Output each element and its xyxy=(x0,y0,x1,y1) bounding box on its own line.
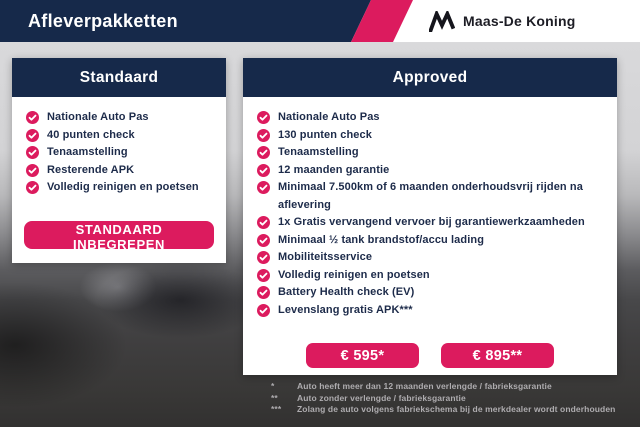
feature-label: 130 punten check xyxy=(278,128,372,141)
check-circle-icon xyxy=(257,251,270,264)
list-item xyxy=(257,302,591,320)
feature-label: 12 maanden garantie xyxy=(278,163,390,176)
approved-feature-list xyxy=(243,97,617,319)
footnote-symbol: * xyxy=(271,381,275,391)
page-title: Afleverpakketten xyxy=(28,10,178,31)
list-item xyxy=(26,109,220,127)
brand-name: Maas-De Koning xyxy=(463,13,576,29)
approved-package-card xyxy=(243,58,617,375)
check-circle-icon xyxy=(257,269,270,282)
list-item xyxy=(257,267,591,285)
list-item xyxy=(257,109,591,127)
feature-label: Minimaal ½ tank brandstof/accu lading xyxy=(278,233,485,246)
footnote-symbol: ** xyxy=(271,392,278,403)
standard-included-button[interactable]: STANDAARD INBEGREPEN xyxy=(24,221,214,249)
check-circle-icon xyxy=(26,129,39,142)
check-circle-icon xyxy=(257,181,270,194)
approved-card-title: Approved xyxy=(243,58,617,97)
list-item xyxy=(257,232,591,250)
check-circle-icon xyxy=(26,164,39,177)
feature-label: Mobiliteitsservice xyxy=(278,251,373,263)
footnote-text: Zolang de auto volgens fabriekschema bij de merkdealer wordt onderhouden xyxy=(297,404,616,414)
check-circle-icon xyxy=(257,129,270,142)
list-item xyxy=(257,249,591,267)
footnote-symbol: *** xyxy=(271,404,282,414)
check-circle-icon xyxy=(26,111,39,124)
footnote-text: Auto zonder verlengde / fabrieksgarantie xyxy=(297,392,466,403)
feature-label: Volledig reinigen en poetsen xyxy=(278,268,430,281)
check-circle-icon xyxy=(257,146,270,159)
feature-label: 1x Gratis vervangend vervoer bij garantiewerkzaamheden xyxy=(278,216,585,228)
footnotes xyxy=(271,381,631,416)
standard-card-title: Standaard xyxy=(12,58,226,97)
feature-label: Levenslang gratis APK*** xyxy=(278,303,413,316)
list-item xyxy=(26,162,220,180)
feature-label: Resterende APK xyxy=(47,163,135,176)
footnote-text: Auto heeft meer dan 12 maanden verlengde / fabrieksgarantie xyxy=(297,381,552,391)
feature-label: Tenaamstelling xyxy=(278,146,359,158)
list-item xyxy=(257,214,591,232)
list-item xyxy=(257,144,591,162)
list-item xyxy=(26,144,220,162)
footnote-row xyxy=(271,381,631,393)
check-circle-icon xyxy=(257,216,270,229)
feature-label: Battery Health check (EV) xyxy=(278,286,415,298)
check-circle-icon xyxy=(257,304,270,317)
footnote-row xyxy=(271,393,631,405)
check-circle-icon xyxy=(26,146,39,159)
brand-m-logo-icon xyxy=(429,11,455,32)
footnote-row xyxy=(271,404,631,416)
feature-label: Minimaal 7.500km of 6 maanden onderhoudsvrij rijden na aflevering xyxy=(278,181,583,211)
check-circle-icon xyxy=(257,164,270,177)
top-header-bar xyxy=(0,0,640,42)
price-button-row xyxy=(243,343,617,368)
check-circle-icon xyxy=(257,234,270,247)
feature-label: Nationale Auto Pas xyxy=(278,111,380,123)
list-item xyxy=(257,179,591,214)
standard-feature-list xyxy=(12,97,226,197)
feature-label: 40 punten check xyxy=(47,128,135,141)
feature-label: Nationale Auto Pas xyxy=(47,111,149,123)
list-item xyxy=(26,127,220,145)
check-circle-icon xyxy=(257,286,270,299)
standard-package-card xyxy=(12,58,226,263)
brand-logo xyxy=(429,0,575,42)
list-item xyxy=(257,162,591,180)
feature-label: Tenaamstelling xyxy=(47,146,128,158)
list-item xyxy=(26,179,220,197)
price-button[interactable]: € 595* xyxy=(306,343,419,368)
feature-label: Volledig reinigen en poetsen xyxy=(47,181,199,193)
price-button[interactable]: € 895** xyxy=(441,343,554,368)
check-circle-icon xyxy=(26,181,39,194)
list-item xyxy=(257,127,591,145)
check-circle-icon xyxy=(257,111,270,124)
list-item xyxy=(257,284,591,302)
